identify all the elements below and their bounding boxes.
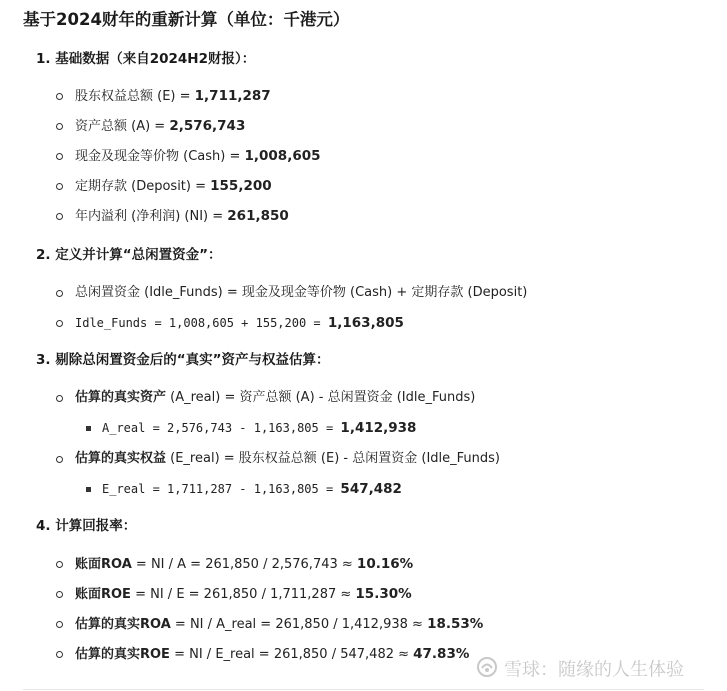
sub-item-real-assets-calc: A_real = 2,576,743 - 1,163,805 = 1,412,938: [102, 420, 417, 436]
section-2-title: 2. 定义并计算“总闲置资金”：: [36, 247, 222, 263]
list-item-equity: 股东权益总额 (E) = 1,711,287: [75, 88, 271, 104]
bullet-icon: [56, 183, 63, 190]
bullet-icon: [56, 320, 63, 327]
list-item-real-assets: 估算的真实资产 (A_real) = 资产总额 (A) - 总闲置资金 (Idle_Funds): [75, 390, 476, 405]
bullet-icon: [56, 93, 63, 100]
section-3-title: 3. 剔除总闲置资金后的“真实”资产与权益估算：: [36, 352, 330, 368]
list-item-real-roa: 估算的真实ROA = NI / A_real = 261,850 / 1,412,938 ≈ 18.53%: [75, 616, 484, 632]
bullet-icon: [56, 153, 63, 160]
bullet-icon: [56, 290, 63, 297]
watermark-text: 雪球：随缘的人生体验: [504, 659, 684, 681]
list-item-assets: 资产总额 (A) = 2,576,743: [75, 118, 246, 134]
list-item-net-income: 年内溢利 (净利润) (NI) = 261,850: [75, 208, 289, 224]
section-4-title: 4. 计算回报率：: [36, 518, 137, 534]
snowball-logo-icon: [476, 656, 498, 685]
page-title: 基于2024财年的重新计算（单位：千港元）: [23, 10, 350, 29]
list-item-book-roe: 账面ROE = NI / E = 261,850 / 1,711,287 ≈ 15.30%: [75, 586, 412, 602]
bullet-icon: [56, 651, 63, 658]
bullet-icon: [56, 213, 63, 220]
bullet-icon: [56, 456, 63, 463]
list-item-real-equity: 估算的真实权益 (E_real) = 股东权益总额 (E) - 总闲置资金 (Idle_Funds): [75, 451, 500, 466]
bullet-icon: [56, 123, 63, 130]
divider: [23, 689, 704, 690]
list-item-book-roa: 账面ROA = NI / A = 261,850 / 2,576,743 ≈ 10.16%: [75, 556, 414, 572]
watermark: [476, 656, 684, 680]
list-item-cash: 现金及现金等价物 (Cash) = 1,008,605: [75, 148, 321, 164]
list-item-idle-funds-calc: Idle_Funds = 1,008,605 + 155,200 = 1,163,805: [75, 315, 404, 331]
list-item-real-roe: 估算的真实ROE = NI / E_real = 261,850 / 547,482 ≈ 47.83%: [75, 646, 470, 662]
square-bullet-icon: [86, 487, 91, 492]
list-item-deposit: 定期存款 (Deposit) = 155,200: [75, 178, 272, 194]
list-item-idle-funds-def: 总闲置资金 (Idle_Funds) = 现金及现金等价物 (Cash) + 定期存款 (Deposit): [75, 285, 528, 300]
section-1-title: 1. 基础数据（来自2024H2财报）：: [36, 51, 256, 67]
bullet-icon: [56, 561, 63, 568]
bullet-icon: [56, 621, 63, 628]
square-bullet-icon: [86, 426, 91, 431]
bullet-icon: [56, 591, 63, 598]
sub-item-real-equity-calc: E_real = 1,711,287 - 1,163,805 = 547,482: [102, 481, 402, 497]
bullet-icon: [56, 395, 63, 402]
